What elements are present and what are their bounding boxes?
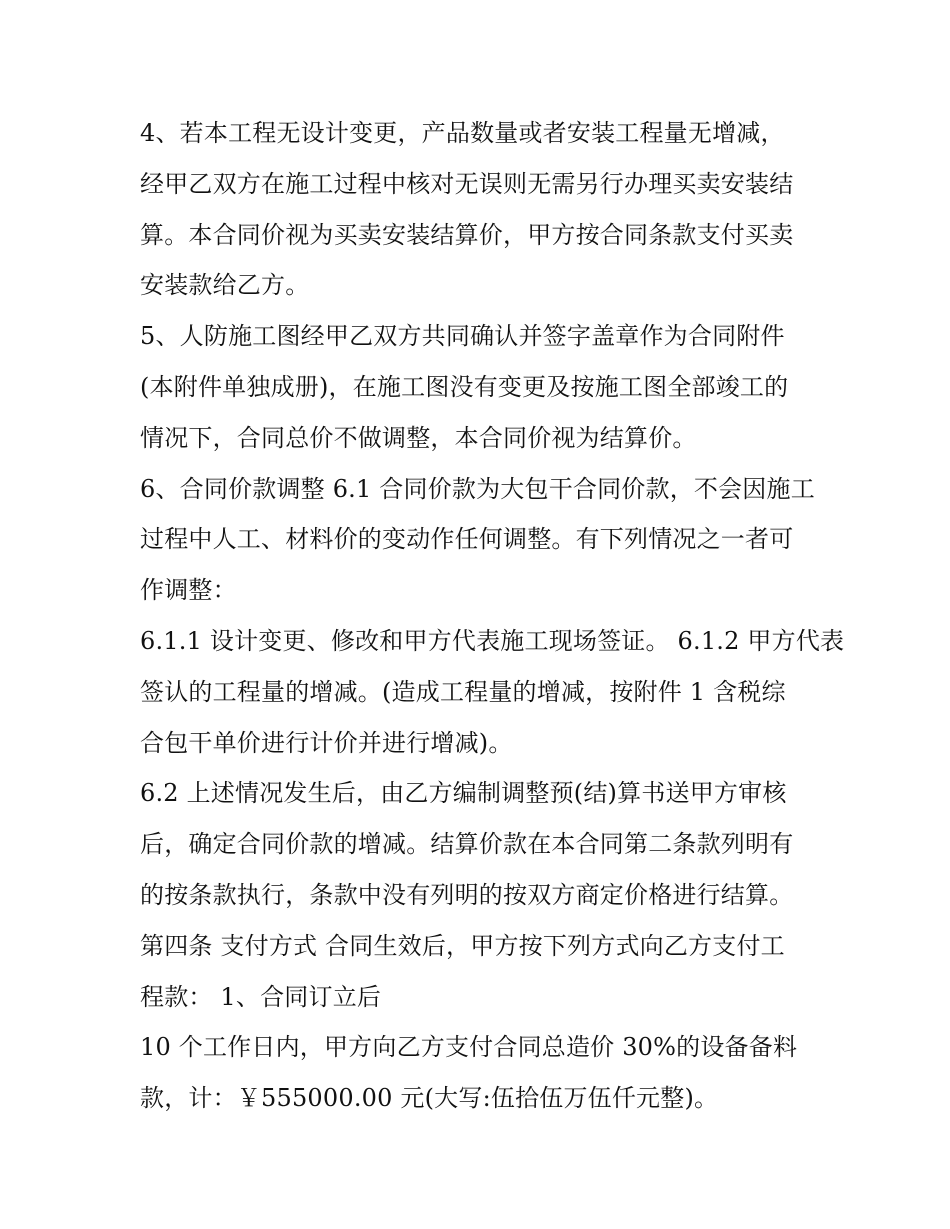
text-line: 情况下，合同总价不做调整，本合同价视为结算价。 — [140, 423, 697, 452]
text-line: 5、人防施工图经甲乙双方共同确认并签字盖章作为合同附件 — [140, 322, 785, 351]
text-line: 过程中人工、材料价的变动作任何调整。有下列情况之一者可 — [140, 525, 794, 554]
text-line: 安装款给乙方。 — [140, 271, 310, 300]
text-line: 合包干单价进行计价并进行增减)。 — [140, 728, 513, 757]
text-line: 款，计：￥555000.00 元(大写:伍拾伍万伍仟元整)。 — [140, 1084, 719, 1113]
text-line: 的按条款执行，条款中没有列明的按双方商定价格进行结算。 — [140, 880, 794, 909]
text-line: 6.1.1 设计变更、修改和甲方代表施工现场签证。 6.1.2 甲方代表 — [140, 626, 845, 655]
text-line: (本附件单独成册)，在施工图没有变更及按施工图全部竣工的 — [140, 372, 789, 401]
text-line: 经甲乙双方在施工过程中核对无误则无需另行办理买卖安装结 — [140, 169, 794, 198]
text-line: 第四条 支付方式 合同生效后，甲方按下列方式向乙方支付工 — [140, 931, 785, 960]
text-line: 6.2 上述情况发生后，由乙方编制调整预(结)算书送甲方审核 — [140, 779, 787, 808]
text-line: 签认的工程量的增减。(造成工程量的增减，按附件 1 含税综 — [140, 677, 786, 706]
text-line: 作调整： — [140, 576, 237, 605]
text-line: 算。本合同价视为买卖安装结算价，甲方按合同条款支付买卖 — [140, 220, 794, 249]
text-line: 4、若本工程无设计变更，产品数量或者安装工程量无增减， — [140, 119, 785, 147]
text-line: 程款： 1、合同订立后 — [140, 982, 382, 1011]
text-line: 10 个工作日内，甲方向乙方支付合同总造价 30%的设备备料 — [140, 1033, 798, 1062]
text-line: 后，确定合同价款的增减。结算价款在本合同第二条款列明有 — [140, 830, 794, 859]
document-body — [140, 108, 845, 1124]
text-line: 6、合同价款调整 6.1 合同价款为大包干合同价款，不会因施工 — [140, 474, 815, 503]
